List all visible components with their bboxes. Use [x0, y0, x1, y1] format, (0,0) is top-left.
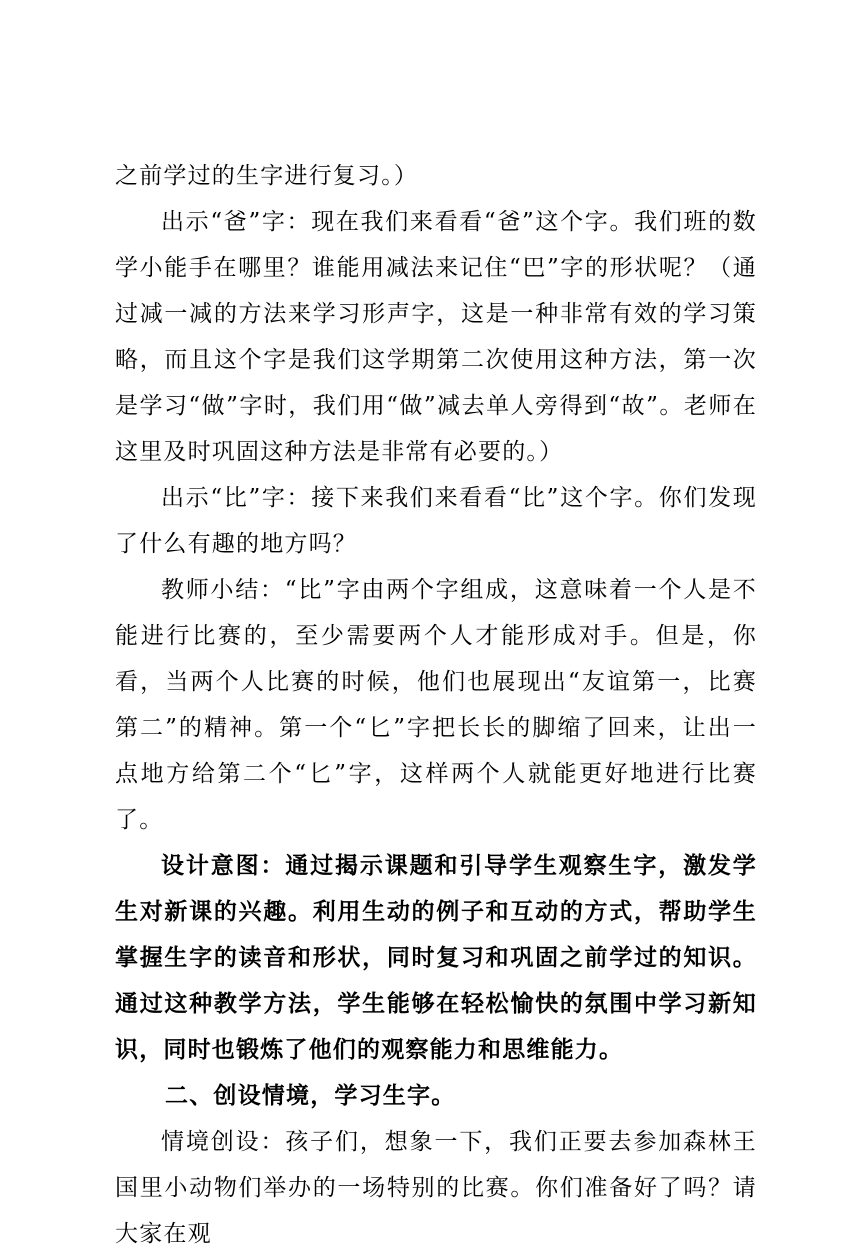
paragraph-design-intent: 设计意图：通过揭示课题和引导学生观察生字，激发学生对新课的兴趣。利用生动的例子和互动的方式，帮助学生掌握生字的读音和形状，同时复习和巩固之前学过的知识。通过这种教学方法，学生能够在轻松愉快的氛围中学习新知识，同时也锻炼了他们的观察能力和思维能力。 — [115, 852, 757, 1063]
document-body — [115, 153, 757, 1257]
paragraph-ba-character: 出示“爸”字：现在我们来看看“爸”这个字。我们班的数学小能手在哪里？谁能用减法来记住“巴”字的形状呢？（通过减一减的方法来学习形声字，这是一种非常有效的学习策略，而且这个字是我们这学期第二次使用这种方法，第一次是学习“做”字时，我们用“做”减去单人旁得到“故”。老师在这里及时巩固这种方法是非常有必要的。） — [115, 209, 757, 465]
paragraph-scenario: 情境创设：孩子们，想象一下，我们正要去参加森林王国里小动物们举办的一场特别的比赛。你们准备好了吗？请大家在观 — [115, 1129, 757, 1247]
section-heading: 二、创设情境，学习生字。 — [165, 1082, 456, 1109]
paragraph-bi-character: 出示“比”字：接下来我们来看看“比”这个字。你们发现了什么有趣的地方吗？ — [115, 485, 757, 557]
paragraph-teacher-summary: 教师小结：“比”字由两个字组成，这意味着一个人是不能进行比赛的，至少需要两个人才能形成对手。但是，你看，当两个人比赛的时候，他们也展现出“友谊第一，比赛第二”的精神。第一个“匕”字把长长的脚缩了回来，让出一点地方给第二个“匕”字，这样两个人就能更好地进行比赛了。 — [115, 577, 757, 833]
paragraph-review-ending: 之前学过的生字进行复习。） — [115, 163, 419, 189]
